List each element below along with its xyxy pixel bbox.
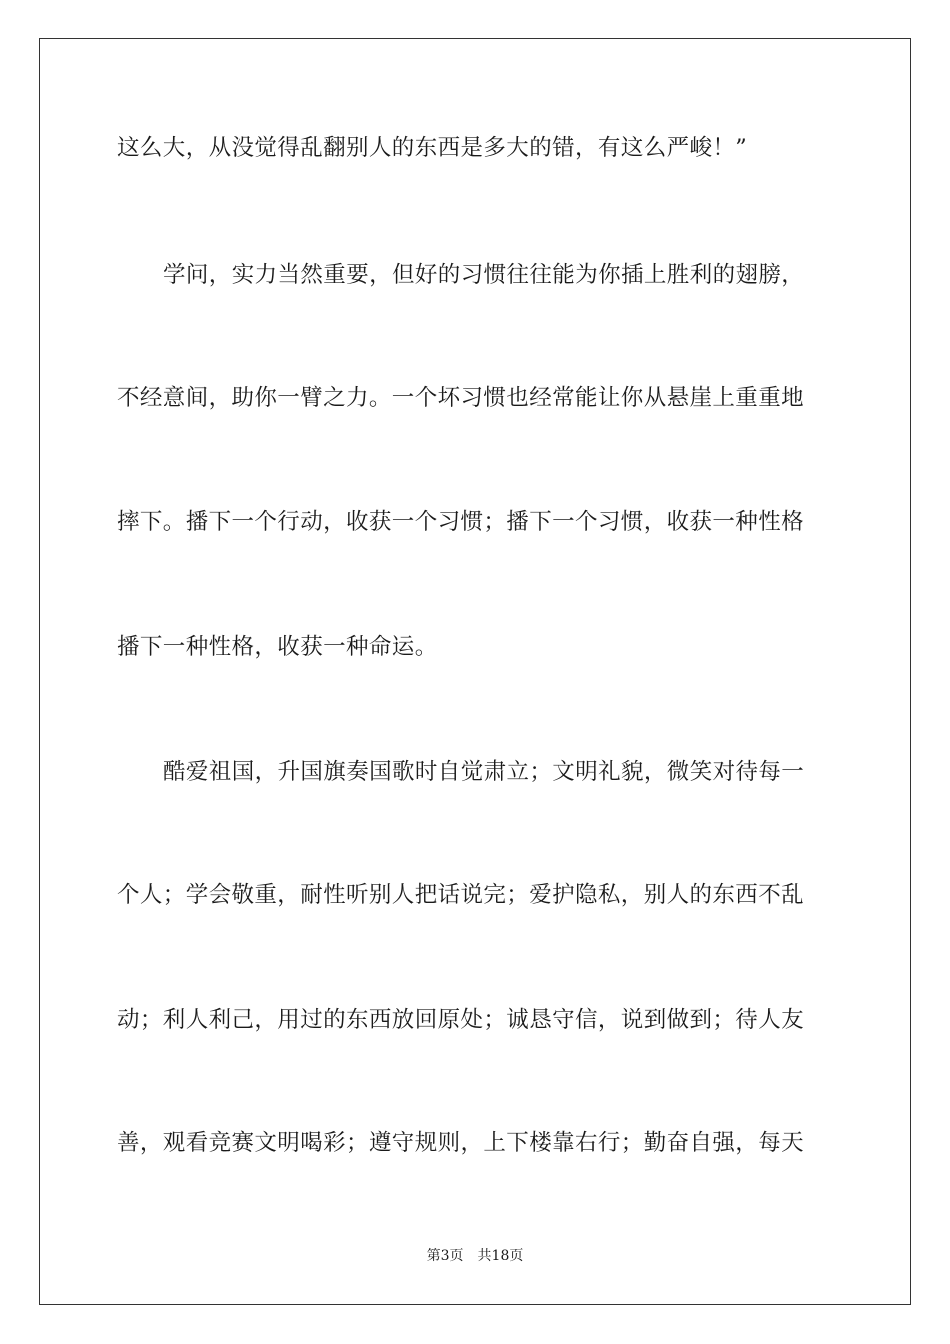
text-line-7: 个人；学会敬重，耐性听别人把话说完；爱护隐私，别人的东西不乱	[117, 882, 805, 908]
page-border	[39, 38, 911, 1305]
text-line-9: 善，观看竞赛文明喝彩；遵守规则，上下楼靠右行；勤奋自强，每天	[117, 1130, 805, 1156]
text-line-4: 摔下。播下一个行动，收获一个习惯；播下一个习惯，收获一种性格	[117, 509, 805, 535]
page-footer	[0, 1246, 950, 1266]
text-line-6: 酷爱祖国，升国旗奏国歌时自觉肃立；文明礼貌，微笑对待每一	[163, 759, 805, 785]
text-line-3: 不经意间，助你一臂之力。一个坏习惯也经常能让你从悬崖上重重地	[117, 385, 805, 411]
page-total: 共18页	[477, 1248, 524, 1264]
text-line-5: 播下一种性格，收获一种命运。	[117, 634, 438, 660]
page-number: 第3页	[426, 1248, 464, 1264]
text-line-2: 学问，实力当然重要，但好的习惯往往能为你插上胜利的翅膀，	[163, 262, 805, 288]
text-line-1: 这么大，从没觉得乱翻别人的东西是多大的错，有这么严峻！”	[117, 135, 748, 161]
text-line-8: 动；利人利己，用过的东西放回原处；诚恳守信，说到做到；待人友	[117, 1007, 805, 1033]
